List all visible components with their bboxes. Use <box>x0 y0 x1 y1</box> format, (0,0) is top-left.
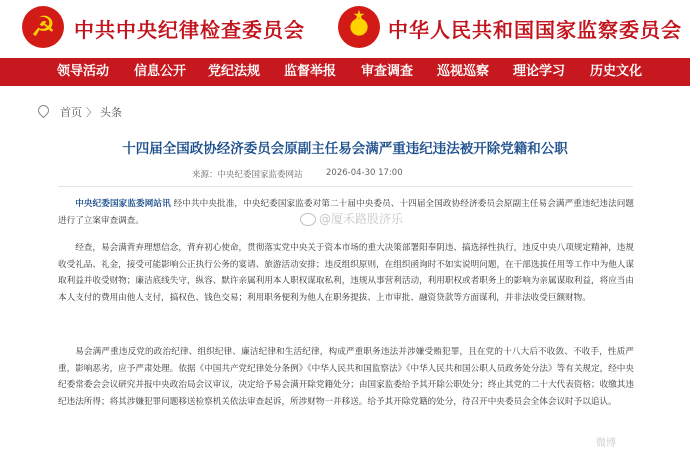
breadcrumb-current-link[interactable]: 头条 <box>100 106 122 119</box>
article-paragraph-3: 易会满严重违反党的政治纪律、组织纪律、廉洁纪律和生活纪律，构成严重职务违法并涉嫌受贿犯罪，且在党的十八大后不收敛、不收手，性质严重，影响恶劣，应予严肃处理。依据《中国共产党纪律处分条例》《中华人民共和国监察法》《中华人民共和国公职人员政务处分法》等有关规定，经中央纪委常委会会议研究并报中央政治局会议审议，决定给予易会满开除党籍处分；由国家监委给予其开除公职处分；终止其党的二十大代表资格；收缴其违纪违法所得；将其涉嫌犯罪问题移送检察机关依法审查起诉，所涉财物一并移送。给予其开除党籍的处分，待召开中央委员会全体会议时予以追认。 <box>58 347 634 407</box>
nav-item-investigation[interactable]: 审查调查 <box>361 64 414 79</box>
title-divider <box>58 186 633 187</box>
article-lead-source: 中央纪委国家监委网站讯 <box>75 199 171 209</box>
article-source: 来源：中央纪委国家监委网站 <box>192 170 303 180</box>
site-header <box>0 0 690 58</box>
corner-watermark: 微博 <box>596 438 616 449</box>
ccdi-title[interactable]: 中共中央纪律检查委员会 <box>74 18 305 42</box>
nav-item-inspection[interactable]: 巡视巡察 <box>437 64 490 79</box>
nav-item-reporting[interactable]: 监督举报 <box>284 64 337 79</box>
watermark-text: @厦禾路股济乐 <box>319 212 404 226</box>
watermark <box>300 210 403 226</box>
breadcrumb-separator: 〉 <box>86 106 97 119</box>
nav-item-disclosure[interactable]: 信息公开 <box>134 64 187 79</box>
nav-item-history[interactable]: 历史文化 <box>590 64 643 79</box>
nav-item-regulations[interactable]: 党纪法规 <box>208 64 261 79</box>
nsc-title[interactable]: 中华人民共和国国家监察委员会 <box>388 18 682 42</box>
nav-item-leadership[interactable]: 领导活动 <box>57 64 110 79</box>
article-title: 十四届全国政协经济委员会原副主任易会满严重违纪违法被开除党籍和公职 <box>122 141 568 157</box>
national-emblem-icon: ★ <box>338 6 380 48</box>
weibo-icon <box>300 213 316 226</box>
location-pin-icon <box>36 103 52 119</box>
nav-item-theory[interactable]: 理论学习 <box>513 64 566 79</box>
article-lead-text: 经中共中央批准，中央纪委国家监委对第二十届中央委员、十四届全国政协经济委员会原副主任易会满严重违纪违法问题进行了立案审查调查。 <box>58 199 634 226</box>
breadcrumb-home-link[interactable]: 首页 <box>60 106 82 119</box>
article-date: 2026-04-30 17:00 <box>326 168 403 178</box>
main-nav <box>0 58 690 86</box>
party-emblem-icon: ☭ <box>22 6 64 48</box>
article-paragraph-2: 经查，易会满背弃理想信念，背弃初心使命，贯彻落实党中央关于资本市场的重大决策部署阳奉阴违、搞选择性执行，违反中央八项规定精神，违规收受礼品、礼金，接受可能影响公正执行公务的宴请、旅游活动安排；违反组织原则，在组织函询时不如实说明问题，在干部选拔任用等工作中为他人谋取利益并收受财物；廉洁底线失守，纵容、默许亲属利用本人职权谋取私利，违规从事营利活动，利用职权或者职务上的影响为亲属谋取利益，将应当由本人支付的费用由他人支付，搞权色、钱色交易；利用职务便利为他人在职务提拔、上市审批、融资贷款等方面谋利，并非法收受巨额财物。 <box>58 243 634 303</box>
